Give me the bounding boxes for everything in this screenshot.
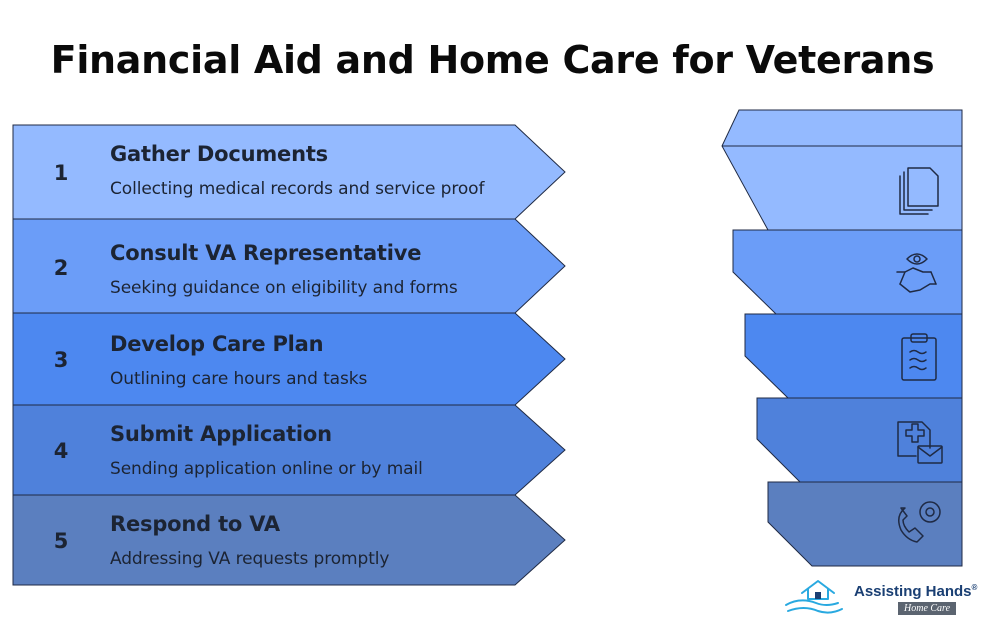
step-text (110, 422, 423, 479)
logo-subtitle: Home Care (898, 602, 956, 615)
step-number: 5 (53, 529, 69, 553)
step-title: Respond to VA (110, 512, 280, 536)
step-description: Collecting medical records and service proof (110, 179, 485, 199)
logo-name: Assisting Hands® (854, 583, 978, 600)
step-text (110, 241, 458, 298)
step-description: Outlining care hours and tasks (110, 369, 368, 389)
step-description: Addressing VA requests promptly (110, 549, 390, 569)
step-description: Sending application online or by mail (110, 459, 423, 479)
stack-tile-3 (745, 314, 962, 398)
assisting-hands-logo (782, 575, 982, 619)
step-title: Gather Documents (110, 142, 328, 166)
step-title: Consult VA Representative (110, 241, 422, 265)
page-title: Financial Aid and Home Care for Veterans (50, 38, 935, 82)
step-title: Submit Application (110, 422, 332, 446)
stack-tile-4 (757, 398, 962, 482)
step-text (110, 512, 389, 569)
step-number: 1 (53, 161, 69, 185)
house-hands-icon (782, 575, 854, 619)
step-description: Seeking guidance on eligibility and forms (110, 278, 458, 298)
step-text (110, 142, 484, 199)
stack-tile-5 (768, 482, 962, 566)
stack-tile-1 (722, 110, 962, 230)
step-title: Develop Care Plan (110, 332, 324, 356)
step-text (110, 332, 367, 389)
step-number: 4 (53, 439, 69, 463)
step-number: 2 (53, 256, 69, 280)
step-number: 3 (53, 348, 69, 372)
